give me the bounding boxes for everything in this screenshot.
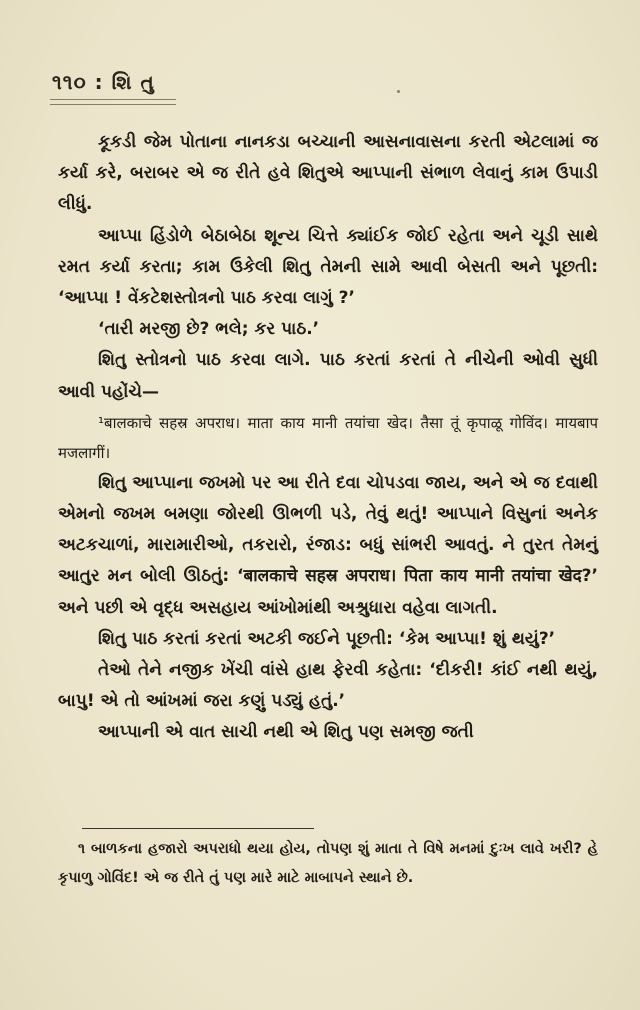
footnote bbox=[58, 835, 598, 893]
paper-speck bbox=[397, 90, 400, 93]
page-header: ૧૧૦ : શિ તુ bbox=[52, 70, 155, 94]
paragraph: શિતુ સ્તોત્રનો પાઠ કરવા લાગે. પાઠ કરતાં કરતાં તે નીચેની ઓવી સુધી આવી પહોંચે— bbox=[58, 350, 598, 402]
paragraph: તેઓ તેને નજીક ખેંચી વાંસે હાથ ફેરવી કહેતા: ‘દીકરી! કાંઈ નથી થયું, બાપુ! એ તો આંખમાં જરા કણું પડ્યું હતું.’ bbox=[58, 660, 598, 712]
body-text bbox=[58, 127, 598, 749]
verse-quote: ¹बालकाचे सहस्र अपराध। माता काय मानी तयांचा खेद। तैसा तूं कृपाळू गोविंद। मायबाप मजलागीं। bbox=[58, 413, 598, 462]
header-underline bbox=[50, 99, 176, 105]
paragraph: ‘તારી મરજી છે? ભલે; કર પાઠ.’ bbox=[98, 319, 320, 340]
paragraph: શિતુ આપ્પાના જખમો પર આ રીતે દવા ચોપડવા જાય, અને એ જ દવાથી એમનો જખમ બમણા જોરથી ઊભળી પડે, તેવું થતું! આપ્પાને વિસુનાં અનેક અટકચાળાં, મારામારીઓ, તકરારો, રંજાડ: બધું સાંભરી આવતું. ને તુરત તેમનું આતુર મન બોલી ઊઠતું: ‘बालकाचे सहस्र अपराध। पिता काय मानी तयांचा खेद?’ અને પછી એ વૃદ્ધ અસહાય આંખોમાંથી અશ્રુધારા વહેવા લાગતી. bbox=[58, 472, 598, 618]
footnote-divider bbox=[82, 828, 314, 829]
paragraph: શિતુ પાઠ કરતાં કરતાં અટકી જઈને પૂછતી: ‘કેમ આપ્પા! શું થયું?’ bbox=[98, 628, 556, 649]
footnote-text: ૧ બાળકના હજારો અપરાધો થયા હોય, તોપણ શું માતા તે વિષે મનમાં દુઃખ લાવે ખરી? હે કૃપાળુ ગોવિંદ! એ જ રીતે તું પણ મારે માટે માબાપને સ્થાને છે. bbox=[58, 841, 598, 886]
paragraph: કૂકડી જેમ પોતાના નાનકડા બચ્ચાની આસનાવાસના કરતી એટલામાં જ કર્યા કરે, બરાબર એ જ રીતે હવે શિતુએ આપ્પાની સંભાળ લેવાનું કામ ઉપાડી લીધું. bbox=[58, 132, 598, 215]
paragraph: આપ્પાની એ વાત સાચી નથી એ શિતુ પણ સમજી જતી bbox=[98, 722, 474, 743]
paragraph: આપ્પા હિંડોળે બેઠાબેઠા શૂન્ય ચિત્તે ક્યાંઈક જોઈ રહેતા અને ચૂડી સાથે રમત કર્યા કરતા; કામ ઉકેલી શિતુ તેમની સામે આવી બેસતી અને પૂછતી: ‘આપ્પા ! વેંકટેશસ્તોત્રનો પાઠ કરવા લાગું ?’ bbox=[58, 225, 598, 309]
